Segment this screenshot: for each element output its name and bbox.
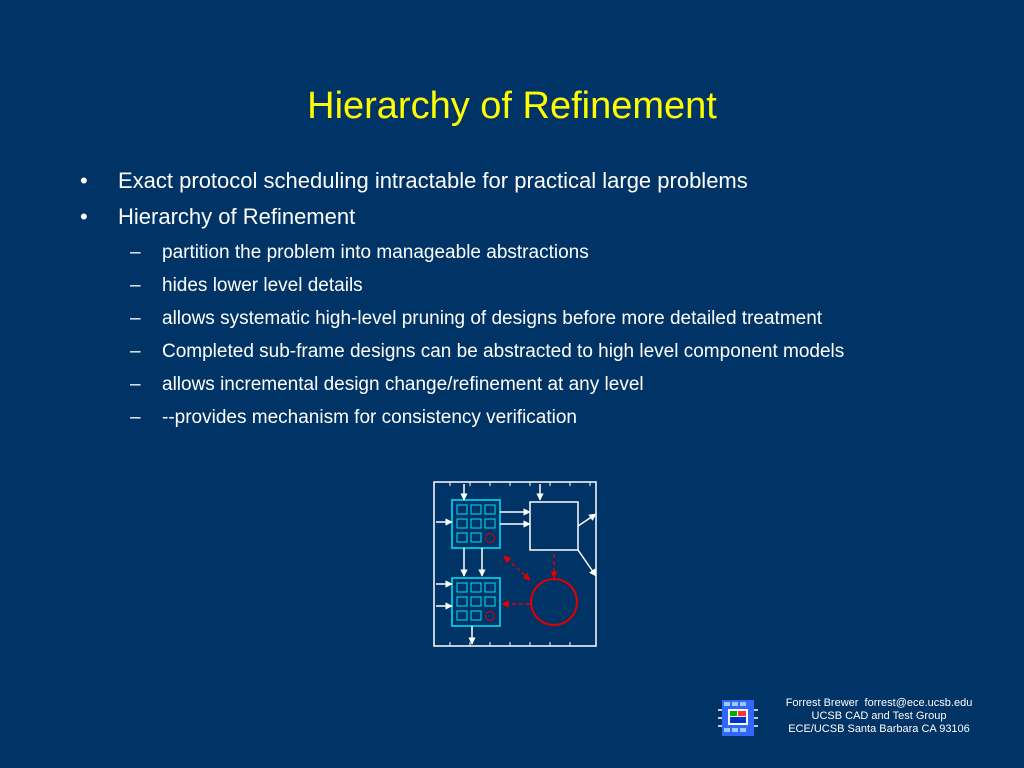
- sub-bullet-text: Completed sub-frame designs can be abstracted to high level component models: [162, 341, 845, 362]
- sub-bullet-item: [78, 273, 962, 298]
- footer-author: Forrest Brewer forrest@ece.ucsb.edu: [785, 697, 973, 709]
- abstract-component-circle: [531, 579, 577, 625]
- bullet-text: Hierarchy of Refinement: [118, 204, 356, 229]
- bullet-list: [78, 168, 978, 438]
- sub-bullet-text: allows systematic high-level pruning of designs before more detailed treatment: [162, 308, 823, 329]
- sub-bullet-marker: –: [130, 242, 141, 263]
- sub-bullet-item: [78, 306, 962, 331]
- sub-bullet-marker: –: [130, 308, 141, 329]
- sub-bullet-item: [78, 372, 962, 397]
- component-box: [530, 502, 578, 550]
- sub-bullet-marker: –: [130, 341, 141, 362]
- bullet-item: [78, 204, 978, 230]
- footer-credits: [764, 697, 994, 736]
- sub-frame-module-bottom: [452, 578, 500, 626]
- slide-title: Hierarchy of Refinement: [307, 85, 717, 127]
- sub-bullet-item: [78, 405, 962, 430]
- footer-address: ECE/UCSB Santa Barbara CA 93106: [788, 723, 970, 735]
- hierarchy-diagram: [430, 478, 602, 650]
- ucsb-cad-logo-icon: [716, 696, 760, 740]
- sub-bullet-item: [78, 339, 962, 364]
- sub-bullet-text: allows incremental design change/refinement at any level: [162, 374, 644, 395]
- sub-bullet-text: hides lower level details: [162, 275, 363, 296]
- sub-bullet-item: [78, 240, 962, 265]
- sub-bullet-marker: –: [130, 275, 141, 296]
- bullet-marker: •: [80, 168, 88, 193]
- sub-bullet-marker: –: [130, 407, 141, 428]
- bullet-marker: •: [80, 204, 88, 229]
- sub-bullet-text: partition the problem into manageable abstractions: [162, 242, 589, 263]
- footer-group: UCSB CAD and Test Group: [811, 710, 947, 722]
- diagram-frame: [434, 482, 596, 646]
- sub-bullet-text: --provides mechanism for consistency verification: [162, 407, 577, 428]
- sub-bullet-marker: –: [130, 374, 141, 395]
- bullet-item: [78, 168, 978, 194]
- sub-frame-module-top: [452, 500, 500, 548]
- bullet-text: Exact protocol scheduling intractable for practical large problems: [118, 168, 748, 193]
